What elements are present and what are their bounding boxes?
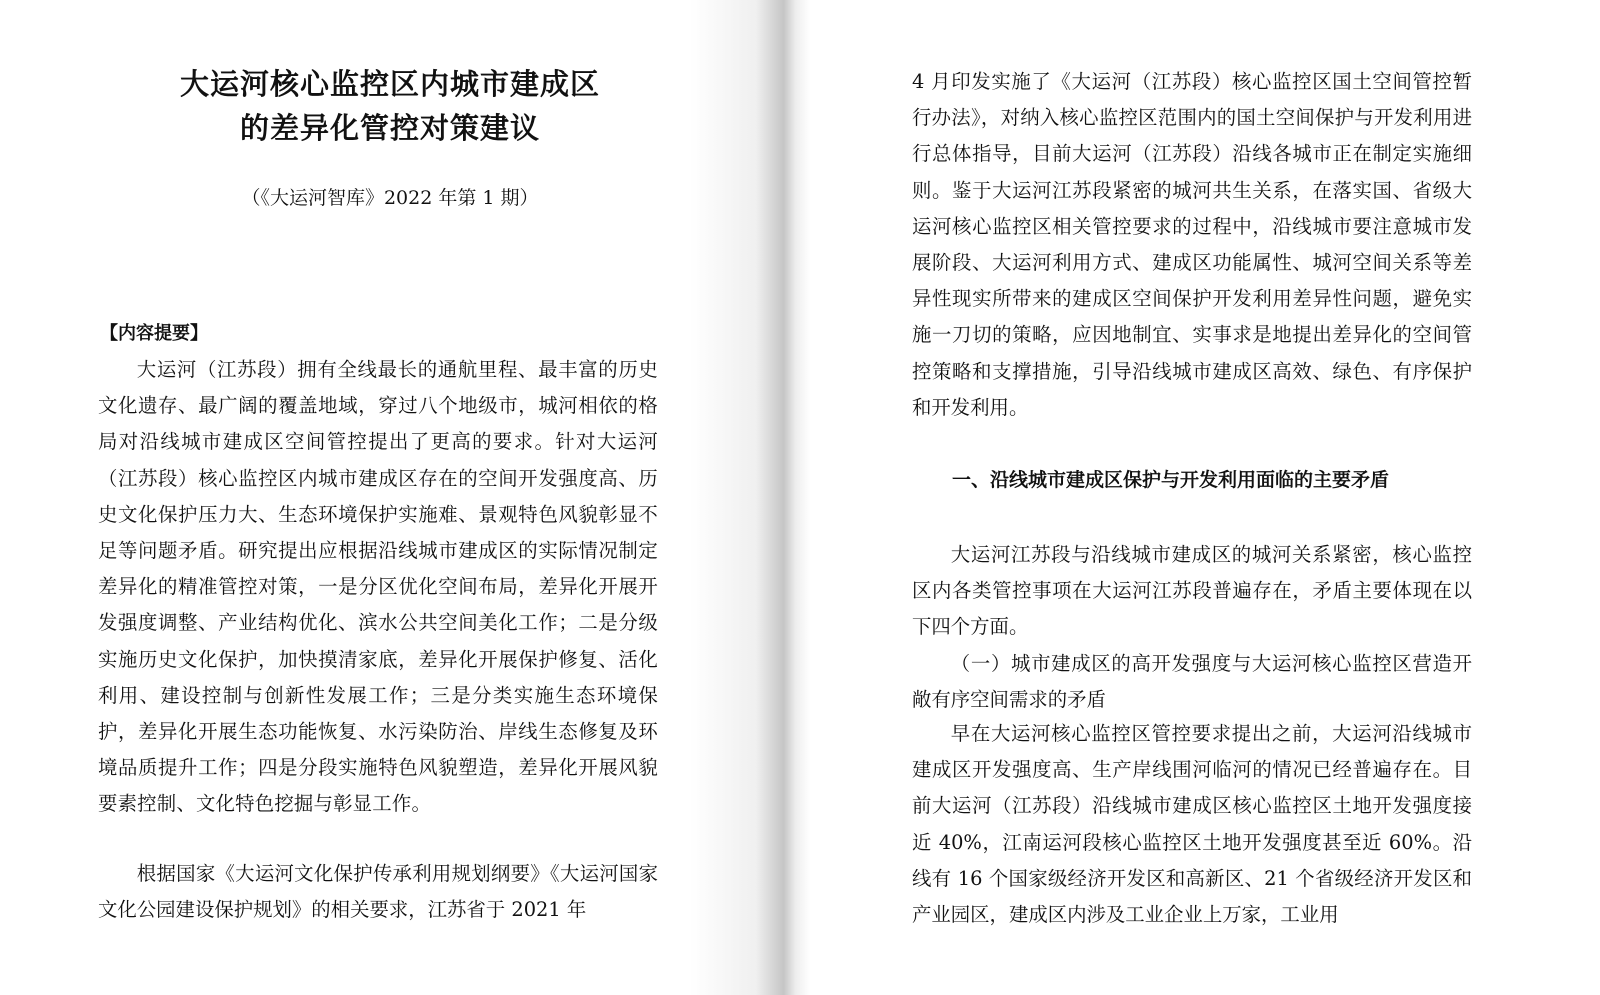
abstract-heading: 【内容提要】 [100,323,208,344]
document-title-line1: 大运河核心监控区内城市建成区 [179,67,600,101]
subsection1-heading: （一）城市建成区的高开发强度与大运河核心监控区营造开敞有序空间需求的矛盾 [912,652,1472,712]
abstract-paragraph: 大运河（江苏段）拥有全线最长的通航里程、最丰富的历史文化遗存、最广阔的覆盖地域，穿过八个地级市，城河相依的格局对沿线城市建成区空间管控提出了更高的要求。针对大运河（江苏段）核心监控区内城市建成区存在的空间开发强度高、历史文化保护压力大、生态环境保护实施难、景观特色风貌彰显不足等问题矛盾。研究提出应根据沿线城市建成区的实际情况制定差异化的精准管控对策，一是分区优化空间布局，差异化开展开发强度调整、产业结构优化、滨水公共空间美化工作；二是分级实施历史文化保护，加快摸清家底，差异化开展保护修复、活化利用、建设控制与创新性发展工作；三是分类实施生态环境保护，差异化开展生态功能恢复、水污染防治、岸线生态修复及环境品质提升工作；四是分段实施特色风貌塑造，差异化开展风貌要素控制、文化特色挖掘与彰显工作。 [98,358,658,816]
document-title-line2: 的差异化管控对策建议 [239,111,540,145]
basis-paragraph: 根据国家《大运河文化保护传承利用规划纲要》《大运河国家文化公园建设保护规划》的相关要求，江苏省于 2021 年 [98,862,658,922]
subsection1-paragraph: 早在大运河核心监控区管控要求提出之前，大运河沿线城市建成区开发强度高、生产岸线围河临河的情况已经普遍存在。目前大运河（江苏段）沿线城市建成区核心监控区土地开发强度接近 40%，江南运河段核心监控区土地开发强度甚至近 60%。沿线有 16 个国家级经济开发区和高新区、21 个省级经济开发区和产业园区，建成区内涉及工业企业上万家，工业用 [912,722,1472,927]
section1-heading: 一、沿线城市建成区保护与开发利用面临的主要矛盾 [952,469,1390,491]
continuation-paragraph: 4 月印发实施了《大运河（江苏段）核心监控区国土空间管控暂行办法》，对纳入核心监控区范围内的国土空间保护与开发利用进行总体指导，目前大运河（江苏段）沿线各城市正在制定实施细则。鉴于大运河江苏段紧密的城河共生关系，在落实国、省级大运河核心监控区相关管控要求的过程中，沿线城市要注意城市发展阶段、大运河利用方式、建成区功能属性、城河空间关系等差异性现实所带来的建成区空间保护开发利用差异性问题，避免实施一刀切的策略，应因地制宜、实事求是地提出差异化的空间管控策略和支撑措施，引导沿线城市建成区高效、绿色、有序保护和开发利用。 [912,70,1472,419]
section1-intro-paragraph: 大运河江苏段与沿线城市建成区的城河关系紧密，核心监控区内各类管控事项在大运河江苏段普遍存在，矛盾主要体现在以下四个方面。 [912,543,1472,639]
left-page [0,0,780,995]
issue-info: （《大运河智库》2022 年第 1 期） [241,187,539,209]
